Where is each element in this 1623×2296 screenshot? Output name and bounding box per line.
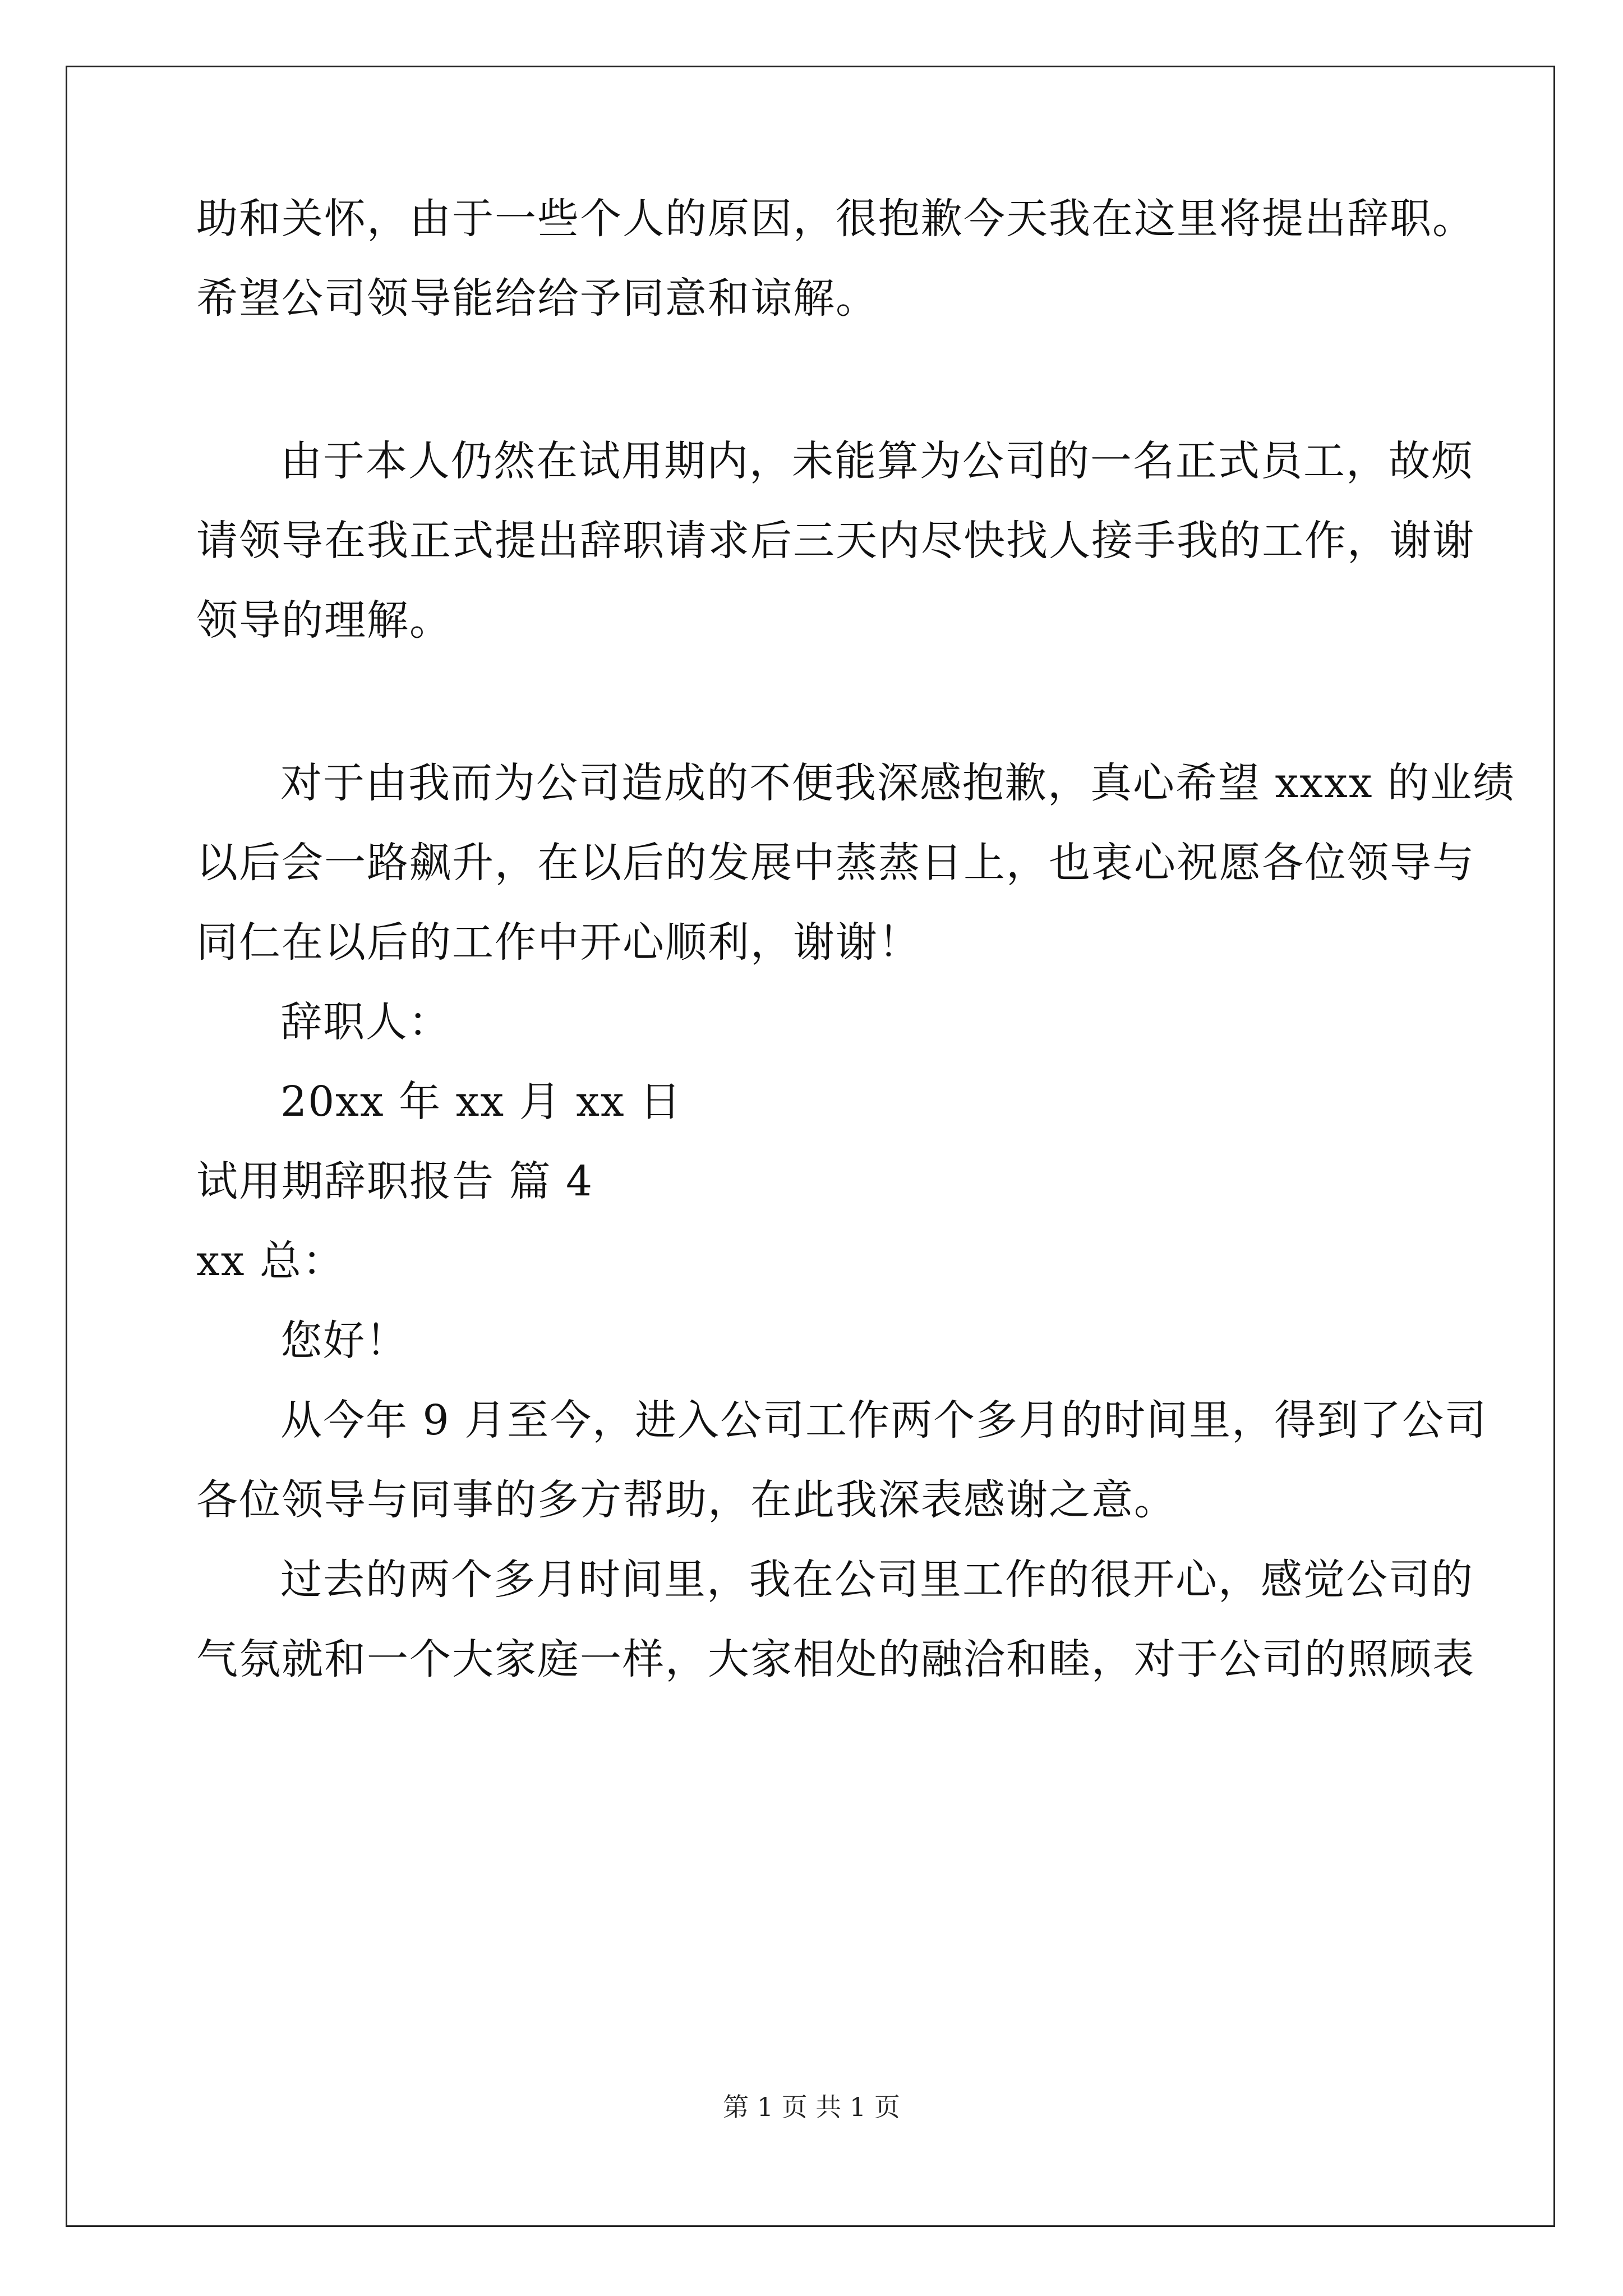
section-heading: 试用期辞职报告 篇 4 (196, 1157, 594, 1205)
text-line: 过去的两个多月时间里，我在公司里工作的很开心，感觉公司的 (280, 1556, 1474, 1604)
page-border (66, 66, 1555, 2227)
text-line: 各位领导与同事的多方帮助，在此我深表感谢之意。 (196, 1476, 1177, 1524)
text-line: 助和关怀，由于一些个人的原因，很抱歉今天我在这里将提出辞职。 (196, 195, 1475, 243)
greeting: 您好！ (280, 1317, 408, 1365)
text-line: 同仁在以后的工作中开心顺利，谢谢！ (196, 918, 921, 967)
text-line: 希望公司领导能给给予同意和谅解。 (196, 274, 878, 323)
text-line: 对于由我而为公司造成的不便我深感抱歉，真心希望 xxxx 的业绩 (280, 759, 1515, 807)
page-footer: 第 1 页 共 1 页 (723, 2092, 900, 2122)
text-line: 从今年 9 月至今，进入公司工作两个多月的时间里，得到了公司 (280, 1396, 1488, 1444)
text-line: 领导的理解。 (196, 596, 452, 645)
salutation: xx 总： (196, 1237, 345, 1285)
signature-label: 辞职人： (280, 998, 451, 1046)
text-line: 气氛就和一个大家庭一样，大家相处的融洽和睦，对于公司的照顾表 (196, 1635, 1475, 1683)
text-line: 请领导在我正式提出辞职请求后三天内尽快找人接手我的工作，谢谢 (196, 517, 1475, 565)
text-line: 由于本人仍然在试用期内，未能算为公司的一名正式员工，故烦 (280, 437, 1474, 485)
text-line: 以后会一路飙升，在以后的发展中蒸蒸日上，也衷心祝愿各位领导与 (196, 839, 1475, 887)
date-line: 20xx 年 xx 月 xx 日 (280, 1078, 683, 1126)
